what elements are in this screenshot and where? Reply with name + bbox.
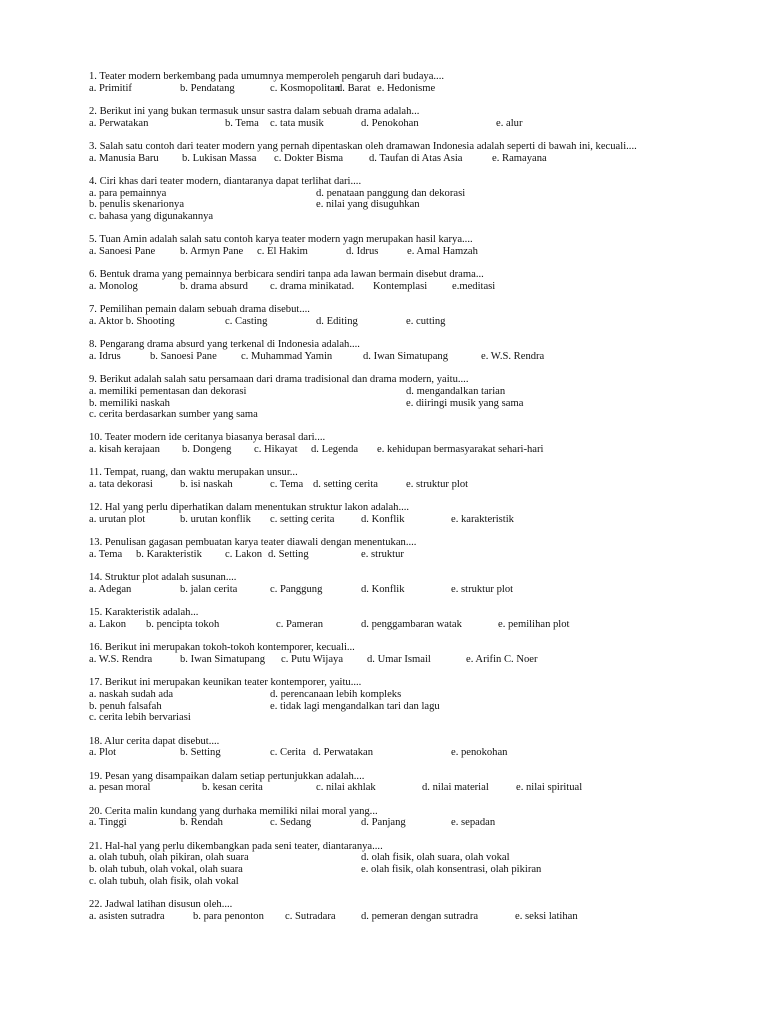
- option-c: c. El Hakim: [257, 245, 308, 257]
- question-4-stem: 4. Ciri khas dari teater modern, diantaranya dapat terlihat dari....: [89, 175, 362, 187]
- option-d: d. Idrus: [346, 245, 379, 257]
- question-20: [89, 806, 729, 829]
- option-e: e. diiringi musik yang sama: [406, 397, 524, 409]
- option-b: b. Setting: [180, 747, 221, 759]
- question-18-stem: 18. Alur cerita dapat disebut....: [89, 735, 220, 747]
- option-b: b. Armyn Pane: [180, 245, 244, 257]
- question-17-stem: 17. Berikut ini merupakan keunikan teater kontemporer, yaitu....: [89, 677, 362, 689]
- option-c: c. cerita berdasarkan sumber yang sama: [89, 409, 258, 421]
- question-2-options: [89, 118, 729, 130]
- question-7-stem: 7. Pemilihan pemain dalam sebuah drama disebut....: [89, 304, 310, 316]
- question-22-stem: 22. Jadwal latihan disusun oleh....: [89, 898, 233, 910]
- question-18: [89, 736, 729, 759]
- option-a: a. olah tubuh, olah pikiran, olah suara: [89, 852, 249, 864]
- question-6-stem: 6. Bentuk drama yang pemainnya berbicara sendiri tanpa ada lawan bermain disebut drama...: [89, 269, 484, 281]
- question-20-stem: 20. Cerita malin kundang yang durhaka memiliki nilai moral yang...: [89, 805, 378, 817]
- option-c: c. Muhammad Yamin: [241, 350, 333, 362]
- question-16: [89, 642, 729, 665]
- option-a: a. Monolog: [89, 280, 138, 292]
- option-c: c. olah tubuh, olah fisik, olah vokal: [89, 875, 239, 887]
- question-9-stem: 9. Berikut adalah salah satu persamaan dari drama tradisional dan drama modern, yaitu....: [89, 374, 469, 386]
- option-b: b. olah tubuh, olah vokal, olah suara: [89, 863, 243, 875]
- option-c: c. Kosmopolitan: [270, 82, 341, 94]
- question-9: [89, 374, 729, 421]
- option-b: b. isi naskah: [180, 479, 233, 491]
- question-12-stem: 12. Hal yang perlu diperhatikan dalam menentukan struktur lakon adalah....: [89, 502, 410, 514]
- question-4: [89, 176, 729, 223]
- option-e: e. kehidupan bermasyarakat sehari-hari: [377, 444, 544, 456]
- option-d: d. Perwatakan: [313, 747, 374, 759]
- option-a: a. W.S. Rendra: [89, 653, 153, 665]
- option-a: a. Plot: [89, 747, 117, 759]
- option-a: a. Primitif: [89, 82, 132, 94]
- option-e: e.meditasi: [452, 280, 496, 292]
- option-a: a. Aktor b. Shooting: [89, 315, 175, 327]
- option-c: c. setting cerita: [270, 514, 335, 526]
- option-e: e. pemilihan plot: [498, 619, 570, 631]
- option-d: d. penataan panggung dan dekorasi: [316, 187, 466, 199]
- question-16-stem: 16. Berikut ini merupakan tokoh-tokoh kontemporer, kecuali...: [89, 642, 355, 654]
- option-b: b. penulis skenarionya: [89, 199, 185, 211]
- question-11: [89, 467, 729, 490]
- question-13-stem: 13. Penulisan gagasan pembuatan karya teater diawali dengan menentukan....: [89, 537, 417, 549]
- option-b: b. Pendatang: [180, 82, 235, 94]
- option-d: d. Konflik: [361, 584, 405, 596]
- option-e: e. olah fisik, olah konsentrasi, olah pikiran: [361, 863, 542, 875]
- option-a: a. Perwatakan: [89, 117, 149, 129]
- option-b: b. para penonton: [193, 910, 264, 922]
- question-3: [89, 141, 729, 164]
- option-e: e. Hedonisme: [377, 82, 436, 94]
- option-b: b. urutan konflik: [180, 514, 251, 526]
- question-14-stem: 14. Struktur plot adalah susunan....: [89, 572, 237, 584]
- option-d: d. Legenda: [311, 444, 359, 456]
- option-e: e. struktur: [361, 549, 404, 561]
- option-c: c. Pameran: [276, 619, 324, 631]
- question-2: [89, 106, 729, 129]
- option-b: b. pencipta tokoh: [146, 619, 220, 631]
- option-d: d. nilai material: [422, 782, 489, 794]
- option-e: e. Arifin C. Noer: [466, 653, 538, 665]
- option-d: d. Iwan Simatupang: [363, 350, 449, 362]
- option-a: a. para pemainnya: [89, 187, 167, 199]
- option-e: e. alur: [496, 117, 523, 129]
- option-e: e. struktur plot: [406, 479, 469, 491]
- option-d: d. Konflik: [361, 514, 405, 526]
- question-1-options: [89, 83, 729, 95]
- question-5: [89, 234, 729, 257]
- option-c: c. Tema: [270, 479, 304, 491]
- question-6: [89, 269, 729, 292]
- question-22: [89, 899, 729, 922]
- option-c: c. Cerita: [270, 747, 306, 759]
- option-e: e. cutting: [406, 315, 446, 327]
- option-c: c. Sedang: [270, 817, 312, 829]
- option-c: c. tata musik: [270, 117, 324, 129]
- option-c: c. cerita lebih bervariasi: [89, 712, 191, 724]
- option-a: a. Tinggi: [89, 817, 127, 829]
- option-e: e. seksi latihan: [515, 910, 578, 922]
- question-8: [89, 339, 729, 362]
- option-a: a. Manusia Baru: [89, 152, 159, 164]
- option-d: d. Setting: [268, 549, 309, 561]
- option-d: d. Barat: [337, 82, 371, 94]
- option-e: e. nilai yang disuguhkan: [316, 199, 420, 211]
- option-b: b. Sanoesi Pane: [150, 350, 217, 362]
- option-a: a. Tema: [89, 549, 123, 561]
- option-b: b. memiliki naskah: [89, 397, 170, 409]
- question-11-stem: 11. Tempat, ruang, dan waktu merupakan unsur...: [89, 467, 298, 479]
- option-b: b. Dongeng: [182, 444, 232, 456]
- question-15-stem: 15. Karakteristik adalah...: [89, 607, 199, 619]
- question-12: [89, 502, 729, 525]
- option-e: e. Ramayana: [492, 152, 547, 164]
- option-d: d. Editing: [316, 315, 358, 327]
- option-a: a. Sanoesi Pane: [89, 245, 156, 257]
- option-d: d. penggambaran watak: [361, 619, 462, 631]
- option-b: b. Iwan Simatupang: [180, 653, 266, 665]
- question-19-stem: 19. Pesan yang disampaikan dalam setiap pertunjukkan adalah....: [89, 770, 365, 782]
- question-13: [89, 537, 729, 560]
- option-a: a. Adegan: [89, 584, 132, 596]
- option-c: c. nilai akhlak: [316, 782, 376, 794]
- option-e: e. struktur plot: [451, 584, 514, 596]
- question-17: [89, 677, 729, 724]
- option-e: e. penokohan: [451, 747, 508, 759]
- option-a: a. asisten sutradra: [89, 910, 165, 922]
- option-d: Kontemplasi: [373, 280, 428, 292]
- option-c: c. Hikayat: [254, 444, 298, 456]
- option-a: a. Idrus: [89, 350, 121, 362]
- question-10-stem: 10. Teater modern ide ceritanya biasanya berasal dari....: [89, 432, 326, 444]
- option-e: e. W.S. Rendra: [481, 350, 545, 362]
- question-21-stem: 21. Hal-hal yang perlu dikembangkan pada seni teater, diantaranya....: [89, 840, 383, 852]
- option-b: b. jalan cerita: [180, 584, 238, 596]
- option-a: a. kisah kerajaan: [89, 444, 160, 456]
- option-a: a. tata dekorasi: [89, 479, 153, 491]
- option-d: d. pemeran dengan sutradra: [361, 910, 479, 922]
- option-c: c. Panggung: [270, 584, 323, 596]
- question-1-stem: 1. Teater modern berkembang pada umumnya memperoleh pengaruh dari budaya....: [89, 71, 445, 82]
- option-c: c. Lakon: [225, 549, 263, 561]
- option-e: e. Amal Hamzah: [407, 245, 478, 257]
- option-e: e. nilai spiritual: [516, 782, 583, 794]
- option-e: e. sepadan: [451, 817, 496, 829]
- option-a: a. pesan moral: [89, 782, 151, 794]
- option-d: d. Penokohan: [361, 117, 419, 129]
- question-10: [89, 432, 729, 455]
- question-2-stem: 2. Berikut ini yang bukan termasuk unsur sastra dalam sebuah drama adalah...: [89, 105, 420, 117]
- question-3-options: [89, 153, 729, 165]
- option-d: d. perencanaan lebih kompleks: [270, 688, 402, 700]
- option-a: a. memiliki pementasan dan dekorasi: [89, 385, 247, 397]
- question-8-stem: 8. Pengarang drama absurd yang terkenal di Indonesia adalah....: [89, 339, 360, 351]
- option-b: b. drama absurd: [180, 280, 248, 292]
- option-d: d. Panjang: [361, 817, 406, 829]
- quiz-page: [89, 71, 729, 934]
- option-b: b. Lukisan Massa: [182, 152, 257, 164]
- option-d: d. setting cerita: [313, 479, 379, 491]
- option-d: d. Umar Ismail: [367, 653, 431, 665]
- question-5-stem: 5. Tuan Amin adalah salah satu contoh karya teater modern yagn merupakan hasil karya....: [89, 234, 473, 246]
- question-3-stem: 3. Salah satu contoh dari teater modern yang pernah dipentaskan oleh dramawan Indonesia adalah seperti di bawah ini, kecuali....: [89, 140, 637, 152]
- option-a: a. urutan plot: [89, 514, 146, 526]
- option-c: c. Casting: [225, 315, 268, 327]
- option-c: c. drama minikatad.: [270, 280, 355, 292]
- option-c: c. Dokter Bisma: [274, 152, 344, 164]
- option-d: d. mengandalkan tarian: [406, 385, 506, 397]
- option-b: b. Karakteristik: [136, 549, 202, 561]
- option-a: a. naskah sudah ada: [89, 688, 174, 700]
- option-e: e. tidak lagi mengandalkan tari dan lagu: [270, 700, 440, 712]
- question-15: [89, 607, 729, 630]
- question-14: [89, 572, 729, 595]
- option-b: b. Tema: [225, 117, 259, 129]
- option-c: c. bahasa yang digunakannya: [89, 210, 214, 222]
- question-21: [89, 841, 729, 888]
- option-e: e. karakteristik: [451, 514, 514, 526]
- option-b: b. penuh falsafah: [89, 700, 162, 712]
- option-b: b. Rendah: [180, 817, 223, 829]
- option-d: d. Taufan di Atas Asia: [369, 152, 463, 164]
- question-19: [89, 771, 729, 794]
- option-c: c. Putu Wijaya: [281, 653, 344, 665]
- option-b: b. kesan cerita: [202, 782, 263, 794]
- option-d: d. olah fisik, olah suara, olah vokal: [361, 852, 510, 864]
- option-c: c. Sutradara: [285, 910, 336, 922]
- question-1: [89, 71, 729, 94]
- question-7: [89, 304, 729, 327]
- option-a: a. Lakon: [89, 619, 127, 631]
